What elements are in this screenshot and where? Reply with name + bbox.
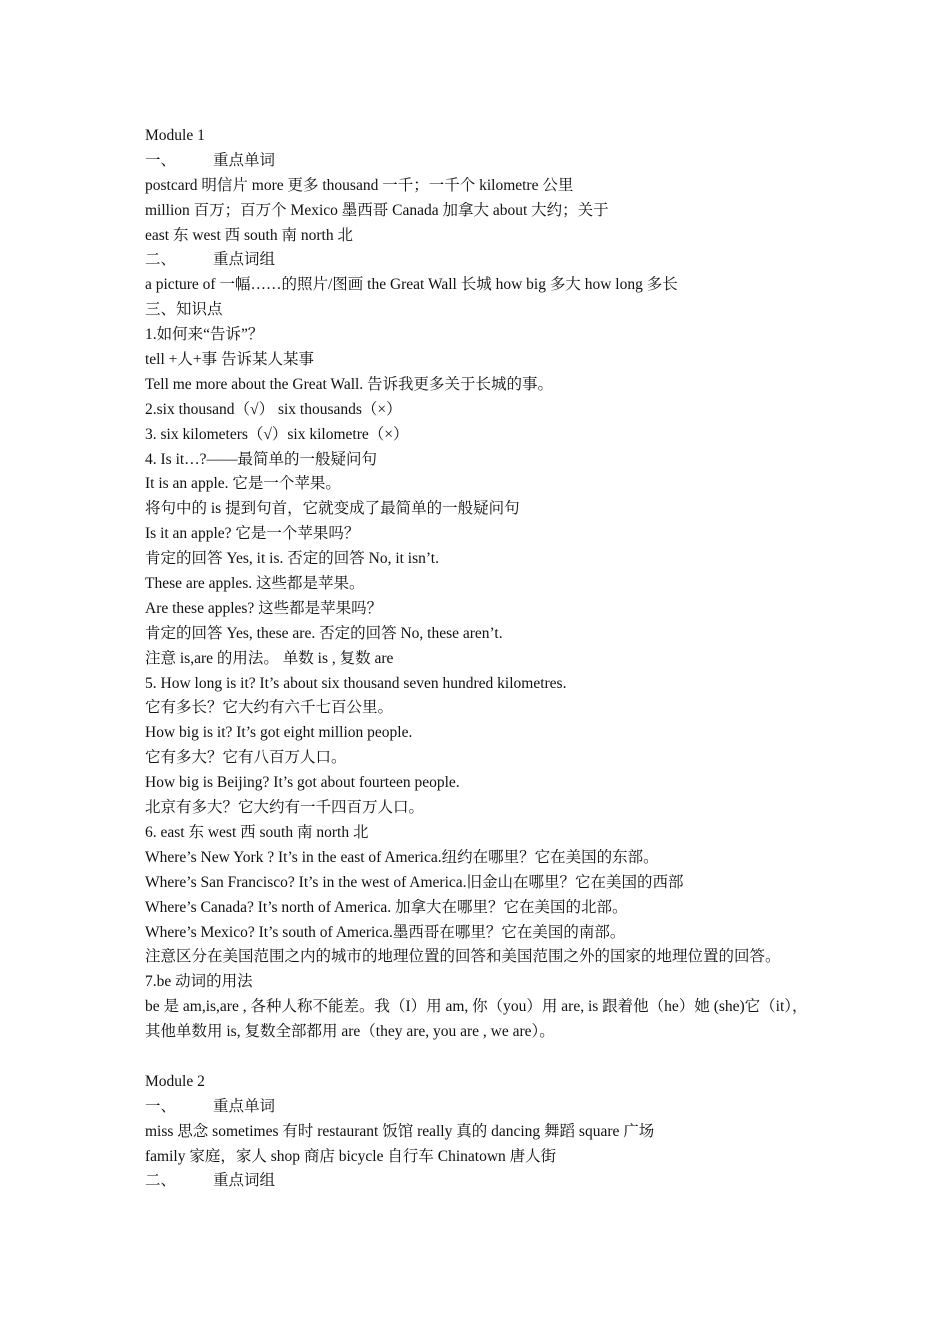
phrases-line: a picture of 一幅……的照片/图画 the Great Wall 长城 how big 多大 how long 多长 xyxy=(145,276,678,294)
point-line: 1.如何来“告诉”？ xyxy=(145,326,264,344)
module2-title: Module 2 xyxy=(145,1072,205,1090)
vocab-line: family 家庭，家人 shop 商店 bicycle 自行车 Chinatown 唐人街 xyxy=(145,1147,557,1165)
point-line: Where’s Mexico? It’s south of America.墨西哥在哪里？它在美国的南部。 xyxy=(145,923,626,941)
point-line: 肯定的回答 Yes, it is. 否定的回答 No, it isn’t. xyxy=(145,550,439,568)
section-number: 二、 xyxy=(145,251,177,269)
vocab-line: east 东 west 西 south 南 north 北 xyxy=(145,226,353,244)
point-line: Where’s New York ? It’s in the east of America.纽约在哪里？它在美国的东部。 xyxy=(145,848,659,866)
module2-section2-heading xyxy=(145,1169,815,1194)
document-page xyxy=(145,124,815,1194)
point-line: tell +人+事 告诉某人某事 xyxy=(145,351,315,369)
section-title: 重点单词 xyxy=(213,151,276,169)
note-paragraph: 注意区分在美国范围之内的城市的地理位置的回答和美国范围之外的国家的地理位置的回答。 xyxy=(145,948,781,966)
module1-title: Module 1 xyxy=(145,127,205,144)
point-line: 它有多长？它大约有六千七百公里。 xyxy=(145,699,394,717)
section-number: 一、 xyxy=(145,1097,177,1115)
point-line: Tell me more about the Great Wall. 告诉我更多关于长城的事。 xyxy=(145,375,554,393)
vocab-line: miss 思念 sometimes 有时 restaurant 饭馆 really 真的 dancing 舞蹈 square 广场 xyxy=(145,1122,655,1140)
section-title: 重点单词 xyxy=(213,1097,276,1115)
point-line: It is an apple. 它是一个苹果。 xyxy=(145,475,341,493)
section-number: 二、 xyxy=(145,1172,177,1190)
module1-section3-heading: 三、知识点 xyxy=(145,301,223,319)
be-verb-paragraph: be 是 am,is,are , 各种人称不能差。我（I）用 am, 你（you）用 are, is 跟着他（he）她 (she)它（it），其他单数用 is, 复数全部都用 are（they are, you are , we are）。 xyxy=(145,998,808,1041)
point-line: These are apples. 这些都是苹果。 xyxy=(145,575,365,593)
point-line: 3. six kilometers（√）six kilometre（×） xyxy=(145,425,409,443)
point-line: Is it an apple? 它是一个苹果吗？ xyxy=(145,525,360,543)
blank-line xyxy=(145,1045,815,1070)
point-line: Are these apples? 这些都是苹果吗？ xyxy=(145,599,383,617)
point-line: Where’s San Francisco? It’s in the west of America.旧金山在哪里？它在美国的西部 xyxy=(145,873,684,891)
point-line: 7.be 动词的用法 xyxy=(145,973,253,991)
point-line: 肯定的回答 Yes, these are. 否定的回答 No, these aren’t. xyxy=(145,624,503,642)
point-line: 将句中的 is 提到句首，它就变成了最简单的一般疑问句 xyxy=(145,500,520,518)
point-line: 它有多大？它有八百万人口。 xyxy=(145,749,347,767)
point-line: 5. How long is it? It’s about six thousand seven hundred kilometres. xyxy=(145,674,567,692)
point-line: 6. east 东 west 西 south 南 north 北 xyxy=(145,823,369,841)
point-line: How big is Beijing? It’s got about fourteen people. xyxy=(145,774,460,792)
module1-section2-heading xyxy=(145,248,815,273)
module2-section1-heading xyxy=(145,1095,815,1120)
point-line: How big is it? It’s got eight million people. xyxy=(145,724,413,742)
vocab-line: postcard 明信片 more 更多 thousand 一千；一千个 kilometre 公里 xyxy=(145,176,574,194)
point-line: Where’s Canada? It’s north of America. 加拿大在哪里？它在美国的北部。 xyxy=(145,898,628,916)
point-line: 2.six thousand（√） six thousands（×） xyxy=(145,400,402,418)
section-number: 一、 xyxy=(145,151,177,169)
vocab-line: million 百万；百万个 Mexico 墨西哥 Canada 加拿大 about 大约；关于 xyxy=(145,201,609,219)
point-line: 注意 is,are 的用法。 单数 is , 复数 are xyxy=(145,649,394,667)
point-line: 4. Is it…?——最简单的一般疑问句 xyxy=(145,450,378,468)
point-line: 北京有多大？它大约有一千四百万人口。 xyxy=(145,799,425,817)
section-title: 重点词组 xyxy=(213,251,276,269)
section-title: 重点词组 xyxy=(213,1172,276,1190)
module1-section1-heading xyxy=(145,149,815,174)
